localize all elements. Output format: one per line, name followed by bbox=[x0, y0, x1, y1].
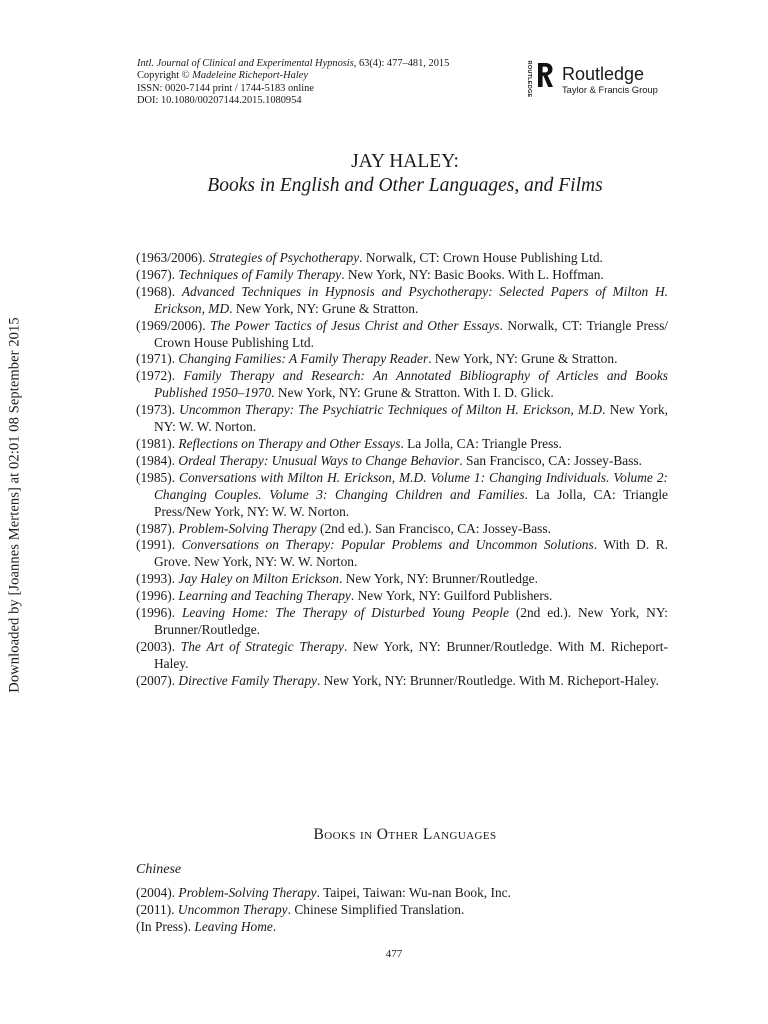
ref-year: (1971). bbox=[136, 351, 179, 367]
issn-line: ISSN: 0020-7144 print / 1744-5183 online bbox=[137, 82, 314, 94]
title-main: JAY HALEY: bbox=[351, 151, 459, 172]
ref-publisher: . New York, NY: Basic Books. With L. Hoffman. bbox=[341, 266, 604, 282]
copyright-line bbox=[137, 70, 517, 82]
ref-title: Leaving Home: The Therapy of Disturbed Young People bbox=[181, 605, 509, 621]
chinese-books-list bbox=[136, 885, 668, 936]
reference-entry bbox=[136, 919, 668, 936]
ref-title: Uncommon Therapy bbox=[177, 901, 288, 917]
reference-entry bbox=[136, 605, 668, 639]
reference-entry bbox=[136, 318, 668, 352]
ref-year: (1967). bbox=[136, 266, 179, 282]
publisher-vertical-label bbox=[524, 60, 534, 98]
ref-publisher: . Chinese Simplified Translation. bbox=[287, 901, 465, 917]
reference-entry bbox=[136, 537, 668, 571]
ref-year: (1996). bbox=[136, 605, 182, 621]
ref-title: Uncommon Therapy: The Psychiatric Techniques of Milton H. Erickson, M.D bbox=[179, 402, 603, 418]
copyright-label: Copyright © bbox=[137, 70, 193, 82]
ref-publisher: . Norwalk, CT: Crown House Publishing Ltd. bbox=[359, 250, 603, 265]
ref-title: Learning and Teaching Therapy bbox=[178, 588, 351, 604]
reference-entry bbox=[136, 588, 668, 605]
reference-entry bbox=[136, 571, 668, 588]
journal-meta bbox=[137, 58, 517, 108]
publisher-logo bbox=[524, 60, 674, 100]
ref-year: (2004). bbox=[136, 885, 179, 900]
download-watermark-text: Downloaded by [Joannes Mertens] at 02:01 08 September 2015 bbox=[6, 317, 23, 693]
copyright-holder: Madeleine Richeport-Haley bbox=[192, 70, 308, 82]
publisher-name: Routledge bbox=[562, 64, 645, 84]
ref-title: The Power Tactics of Jesus Christ and Other Essays bbox=[210, 317, 500, 333]
reference-entry bbox=[136, 673, 668, 690]
reference-entry bbox=[136, 284, 668, 318]
reference-entry bbox=[136, 885, 668, 902]
ref-year: (1963/2006). bbox=[136, 250, 209, 265]
ref-title: Techniques of Family Therapy bbox=[178, 266, 342, 282]
ref-year: (1991). bbox=[136, 537, 182, 553]
ref-publisher: . New York, NY: Guilford Publishers. bbox=[350, 588, 553, 604]
ref-title: Advanced Techniques in Hypnosis and Psychotherapy: Selected Papers of Milton H. Erickson, MD bbox=[154, 283, 668, 316]
ref-year: (1984). bbox=[136, 452, 179, 468]
ref-publisher: . New York, NY: Brunner/Routledge. With M. Richeport-Haley. bbox=[154, 638, 668, 671]
ref-title: The Art of Strategic Therapy bbox=[180, 638, 344, 654]
publisher-group: Taylor & Francis Group bbox=[562, 84, 658, 95]
ref-year: (1987). bbox=[136, 520, 179, 536]
ref-year: (1981). bbox=[136, 435, 179, 451]
ref-title: Problem-Solving Therapy bbox=[178, 520, 317, 536]
ref-publisher: . La Jolla, CA: Triangle Press/New York, NY: W. W. Norton. bbox=[154, 486, 668, 519]
ref-publisher: . New York, NY: Brunner/Routledge. With M. Richeport-Haley. bbox=[316, 672, 659, 688]
ref-publisher: (2nd ed.). New York, NY: Brunner/Routledge. bbox=[154, 605, 668, 637]
ref-title: Leaving Home bbox=[194, 918, 273, 934]
ref-year: (2011). bbox=[136, 901, 178, 917]
doi-link[interactable]: DOI: 10.1080/00207144.2015.1080954 bbox=[137, 95, 302, 107]
ref-title: Family Therapy and Research: An Annotated Bibliography of Articles and Books Published 1950–1970 bbox=[154, 368, 669, 401]
ref-publisher: . New York, NY: Grune & Stratton. bbox=[229, 300, 419, 316]
ref-year: (1968). bbox=[136, 283, 182, 299]
reference-entry bbox=[136, 250, 668, 267]
ref-year: (1969/2006). bbox=[136, 317, 211, 333]
section-heading-other-languages: Books in Other Languages bbox=[313, 826, 497, 843]
ref-title: Changing Families: A Family Therapy Reader bbox=[178, 351, 429, 367]
ref-publisher: . bbox=[272, 918, 277, 934]
ref-year: (In Press). bbox=[136, 918, 195, 934]
ref-publisher: . With D. R. Grove. New York, NY: W. W. Norton. bbox=[154, 537, 668, 570]
routledge-r-logo-icon bbox=[536, 62, 554, 88]
title-subtitle: Books in English and Other Languages, and Films bbox=[207, 175, 603, 196]
reference-entry bbox=[136, 453, 668, 470]
ref-year: (2007). bbox=[136, 672, 179, 688]
ref-publisher: . New York, NY: Grune & Stratton. bbox=[428, 351, 618, 367]
english-books-list bbox=[136, 250, 668, 690]
reference-entry bbox=[136, 267, 668, 284]
journal-citation bbox=[137, 58, 517, 70]
download-watermark bbox=[4, 317, 26, 693]
reference-entry bbox=[136, 521, 668, 538]
ref-publisher: . La Jolla, CA: Triangle Press. bbox=[400, 435, 562, 451]
journal-name: Intl. Journal of Clinical and Experimental Hypnosis bbox=[137, 58, 354, 69]
ref-year: (1993). bbox=[136, 571, 179, 587]
ref-year: (1972). bbox=[136, 368, 184, 384]
ref-title: Reflections on Therapy and Other Essays bbox=[178, 435, 401, 451]
reference-entry bbox=[136, 639, 668, 673]
ref-publisher: . New York, NY: W. W. Norton. bbox=[154, 402, 668, 435]
ref-publisher: . Taipei, Taiwan: Wu-nan Book, Inc. bbox=[316, 885, 511, 900]
ref-title: Ordeal Therapy: Unusual Ways to Change Behavior bbox=[178, 452, 460, 468]
ref-title: Jay Haley on Milton Erickson bbox=[178, 571, 340, 587]
ref-title: Directive Family Therapy bbox=[178, 672, 317, 688]
reference-entry bbox=[136, 351, 668, 368]
reference-entry bbox=[136, 436, 668, 453]
language-label-chinese: Chinese bbox=[136, 862, 182, 877]
ref-publisher: (2nd ed.). San Francisco, CA: Jossey-Bass. bbox=[316, 520, 551, 536]
reference-entry bbox=[136, 402, 668, 436]
ref-year: (2003). bbox=[136, 638, 181, 654]
ref-year: (1973). bbox=[136, 402, 180, 418]
ref-year: (1985). bbox=[136, 469, 180, 485]
article-title bbox=[100, 150, 710, 198]
ref-publisher: . Norwalk, CT: Triangle Press/ Crown House Publishing Ltd. bbox=[154, 317, 669, 350]
reference-entry bbox=[136, 470, 668, 521]
ref-title: Strategies of Psychotherapy bbox=[208, 250, 360, 265]
journal-volume: , 63(4): 477–481, 2015 bbox=[353, 58, 450, 69]
ref-title: Problem-Solving Therapy bbox=[178, 885, 317, 900]
ref-publisher: . San Francisco, CA: Jossey-Bass. bbox=[459, 452, 642, 468]
ref-title: Conversations with Milton H. Erickson, M.D. Volume 1: Changing Individuals. Volume 2: Changing Couples. Volume 3: Changing Children and Families bbox=[154, 469, 668, 502]
page-number: 477 bbox=[385, 948, 403, 960]
reference-entry bbox=[136, 902, 668, 919]
publisher-vertical-text: ROUTLEDGE bbox=[526, 60, 532, 98]
reference-entry bbox=[136, 368, 668, 402]
ref-publisher: . New York, NY: Grune & Stratton. With I. D. Glick. bbox=[271, 385, 554, 401]
ref-title: Conversations on Therapy: Popular Problems and Uncommon Solutions bbox=[181, 537, 594, 553]
ref-year: (1996). bbox=[136, 588, 179, 604]
ref-publisher: . New York, NY: Brunner/Routledge. bbox=[339, 571, 538, 587]
